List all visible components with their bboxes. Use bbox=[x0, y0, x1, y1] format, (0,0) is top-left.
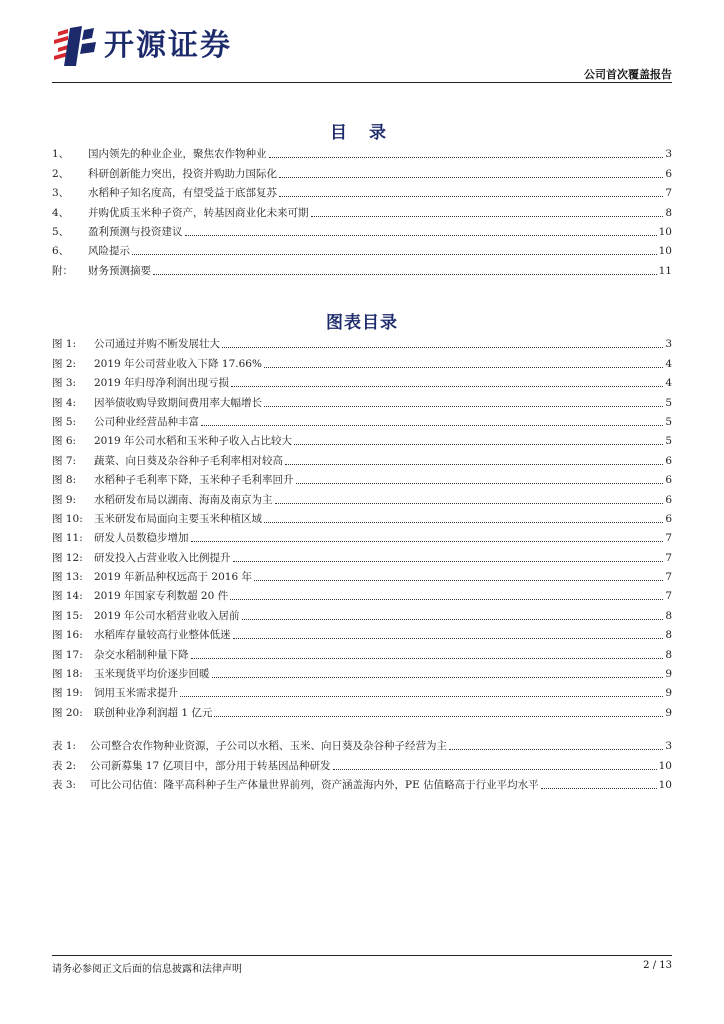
entry-number: 表 1: bbox=[52, 740, 77, 753]
entry-title: 水稻研发布局以湖南、海南及南京为主 bbox=[94, 493, 273, 506]
entry-title: 公司整合农作物种业资源，子公司以水稻、玉米、向日葵及杂谷种子经营为主 bbox=[90, 740, 447, 753]
entry-number: 图 12: bbox=[52, 551, 83, 564]
entry-number: 图 5: bbox=[52, 415, 77, 428]
entry-page: 4 bbox=[665, 377, 672, 390]
leader-dots bbox=[233, 561, 664, 562]
toc-entry[interactable] bbox=[52, 200, 672, 219]
entry-number: 1、 bbox=[52, 148, 70, 161]
entry-title: 盈利预测与投资建议 bbox=[88, 225, 183, 238]
leader-dots bbox=[264, 406, 663, 407]
entry-page: 10 bbox=[658, 759, 672, 772]
entry-page: 8 bbox=[665, 648, 672, 661]
entry-number: 图 20: bbox=[52, 706, 83, 719]
leader-dots bbox=[153, 274, 657, 275]
leader-dots bbox=[296, 483, 664, 484]
figure-entry[interactable] bbox=[52, 642, 672, 661]
entry-title: 研发投入占营业收入比例提升 bbox=[94, 551, 231, 564]
brand-logo bbox=[52, 26, 232, 66]
leader-dots bbox=[311, 216, 664, 217]
entry-number: 图 6: bbox=[52, 435, 77, 448]
entry-page: 3 bbox=[665, 740, 672, 753]
entry-page: 9 bbox=[665, 668, 672, 681]
entry-page: 10 bbox=[658, 779, 672, 792]
figure-entry[interactable] bbox=[52, 390, 672, 409]
figure-entry[interactable] bbox=[52, 584, 672, 603]
entry-number: 图 8: bbox=[52, 474, 77, 487]
entry-title: 联创种业净利润超 1 亿元 bbox=[94, 706, 213, 719]
header-divider bbox=[52, 82, 672, 83]
leader-dots bbox=[269, 157, 664, 158]
tables-list bbox=[52, 734, 672, 792]
entry-number: 图 18: bbox=[52, 668, 83, 681]
toc-entry[interactable] bbox=[52, 181, 672, 200]
table-entry[interactable] bbox=[52, 773, 672, 792]
entry-number: 图 15: bbox=[52, 609, 83, 622]
leader-dots bbox=[180, 696, 663, 697]
entry-title: 因举债收购导致期间费用率大幅增长 bbox=[94, 396, 262, 409]
figure-entry[interactable] bbox=[52, 371, 672, 390]
toc-title: 目 录 bbox=[330, 123, 394, 143]
brand-logo-icon bbox=[52, 26, 100, 66]
footer-divider bbox=[52, 955, 672, 956]
figure-entry[interactable] bbox=[52, 468, 672, 487]
leader-dots bbox=[285, 464, 663, 465]
entry-page: 3 bbox=[665, 148, 672, 161]
entry-title: 2019 年公司水稻和玉米种子收入占比较大 bbox=[94, 435, 293, 448]
report-type-label: 公司首次覆盖报告 bbox=[584, 68, 672, 81]
leader-dots bbox=[214, 716, 663, 717]
leader-dots bbox=[201, 425, 663, 426]
leader-dots bbox=[212, 677, 664, 678]
leader-dots bbox=[275, 503, 664, 504]
leader-dots bbox=[191, 541, 664, 542]
figure-entry[interactable] bbox=[52, 662, 672, 681]
entry-page: 7 bbox=[665, 590, 672, 603]
entry-number: 图 9: bbox=[52, 493, 77, 506]
table-entry[interactable] bbox=[52, 753, 672, 772]
entry-title: 水稻库存量较高行业整体低迷 bbox=[94, 629, 231, 642]
toc-entry[interactable] bbox=[52, 161, 672, 180]
leader-dots bbox=[230, 599, 663, 600]
entry-number: 4、 bbox=[52, 206, 70, 219]
leader-dots bbox=[449, 749, 663, 750]
toc-list bbox=[52, 142, 672, 278]
entry-page: 10 bbox=[658, 225, 672, 238]
figure-entry[interactable] bbox=[52, 565, 672, 584]
entry-page: 11 bbox=[658, 264, 672, 277]
entry-page: 7 bbox=[665, 551, 672, 564]
entry-title: 杂交水稻制种量下降 bbox=[94, 648, 189, 661]
leader-dots bbox=[242, 619, 664, 620]
figure-entry[interactable] bbox=[52, 526, 672, 545]
entry-number: 图 11: bbox=[52, 532, 83, 545]
leader-dots bbox=[231, 386, 663, 387]
entry-number: 图 1: bbox=[52, 338, 77, 351]
entry-page: 6 bbox=[665, 167, 672, 180]
entry-title: 水稻种子毛利率下降，玉米种子毛利率回升 bbox=[94, 474, 294, 487]
leader-dots bbox=[279, 177, 663, 178]
entry-number: 图 7: bbox=[52, 454, 77, 467]
entry-title: 公司通过并购不断发展壮大 bbox=[94, 338, 220, 351]
entry-number: 图 16: bbox=[52, 629, 83, 642]
entry-title: 蔬菜、向日葵及杂谷种子毛利率相对较高 bbox=[94, 454, 283, 467]
entry-number: 图 4: bbox=[52, 396, 77, 409]
entry-title: 公司新募集 17 亿项目中，部分用于转基因品种研发 bbox=[90, 759, 331, 772]
figure-entry[interactable] bbox=[52, 487, 672, 506]
entry-title: 饲用玉米需求提升 bbox=[94, 687, 178, 700]
leader-dots bbox=[294, 444, 663, 445]
table-entry[interactable] bbox=[52, 734, 672, 753]
entry-page: 5 bbox=[665, 396, 672, 409]
entry-number: 图 17: bbox=[52, 648, 83, 661]
figure-entry[interactable] bbox=[52, 603, 672, 622]
toc-entry[interactable] bbox=[52, 220, 672, 239]
entry-title: 2019 年公司营业收入下降 17.66% bbox=[94, 357, 262, 370]
entry-title: 2019 年公司水稻营业收入居前 bbox=[94, 609, 240, 622]
entry-number: 2、 bbox=[52, 167, 70, 180]
entry-page: 10 bbox=[658, 245, 672, 258]
figure-entry[interactable] bbox=[52, 429, 672, 448]
figure-entry[interactable] bbox=[52, 507, 672, 526]
page-number: 2 / 13 bbox=[643, 960, 672, 971]
footer-disclaimer: 请务必参阅正文后面的信息披露和法律声明 bbox=[52, 964, 242, 975]
leader-dots bbox=[233, 638, 664, 639]
figure-entry[interactable] bbox=[52, 545, 672, 564]
entry-number: 图 14: bbox=[52, 590, 83, 603]
entry-page: 7 bbox=[665, 187, 672, 200]
entry-title: 可比公司估值：隆平高科种子生产体量世界前列，资产涵盖海内外，PE 估值略高于行业平均水平 bbox=[90, 779, 539, 792]
entry-page: 8 bbox=[665, 629, 672, 642]
entry-number: 图 10: bbox=[52, 512, 83, 525]
entry-page: 5 bbox=[665, 415, 672, 428]
figure-entry[interactable] bbox=[52, 332, 672, 351]
entry-page: 6 bbox=[665, 454, 672, 467]
leader-dots bbox=[132, 254, 657, 255]
entry-number: 表 3: bbox=[52, 779, 77, 792]
entry-title: 水稻种子知名度高，有望受益于底部复苏 bbox=[88, 187, 277, 200]
leader-dots bbox=[222, 347, 663, 348]
figure-entry[interactable] bbox=[52, 681, 672, 700]
entry-title: 风险提示 bbox=[88, 245, 130, 258]
entry-page: 9 bbox=[665, 687, 672, 700]
entry-page: 6 bbox=[665, 474, 672, 487]
entry-page: 8 bbox=[665, 206, 672, 219]
brand-name: 开源证券 bbox=[104, 28, 232, 63]
entry-title: 科研创新能力突出，投资并购助力国际化 bbox=[88, 167, 277, 180]
entry-page: 4 bbox=[665, 357, 672, 370]
leader-dots bbox=[185, 235, 657, 236]
entry-page: 6 bbox=[665, 493, 672, 506]
entry-page: 7 bbox=[665, 532, 672, 545]
figure-entry[interactable] bbox=[52, 351, 672, 370]
entry-title: 并购优质玉米种子资产，转基因商业化未来可期 bbox=[88, 206, 309, 219]
entry-number: 3、 bbox=[52, 187, 70, 200]
toc-entry[interactable] bbox=[52, 239, 672, 258]
leader-dots bbox=[191, 658, 664, 659]
entry-title: 玉米研发布局面向主要玉米种植区域 bbox=[94, 512, 262, 525]
leader-dots bbox=[264, 522, 663, 523]
figures-title: 图表目录 bbox=[326, 313, 398, 333]
entry-number: 图 3: bbox=[52, 377, 77, 390]
entry-page: 8 bbox=[665, 609, 672, 622]
entry-number: 图 2: bbox=[52, 357, 77, 370]
entry-title: 公司种业经营品种丰富 bbox=[94, 415, 199, 428]
entry-number: 附： bbox=[52, 264, 73, 277]
figure-entry[interactable] bbox=[52, 700, 672, 719]
entry-title: 2019 年新品种权远高于 2016 年 bbox=[94, 571, 252, 584]
entry-page: 6 bbox=[665, 512, 672, 525]
figure-entry[interactable] bbox=[52, 410, 672, 429]
figure-entry[interactable] bbox=[52, 448, 672, 467]
toc-entry[interactable] bbox=[52, 258, 672, 277]
leader-dots bbox=[541, 788, 657, 789]
entry-number: 5、 bbox=[52, 225, 70, 238]
entry-number: 表 2: bbox=[52, 759, 77, 772]
entry-title: 2019 年国家专利数超 20 件 bbox=[94, 590, 229, 603]
leader-dots bbox=[279, 196, 663, 197]
figure-entry[interactable] bbox=[52, 623, 672, 642]
entry-number: 6、 bbox=[52, 245, 70, 258]
entry-page: 3 bbox=[665, 338, 672, 351]
entry-number: 图 19: bbox=[52, 687, 83, 700]
entry-title: 财务预测摘要 bbox=[88, 264, 151, 277]
entry-title: 玉米现货平均价逐步回暖 bbox=[94, 668, 210, 681]
leader-dots bbox=[254, 580, 663, 581]
leader-dots bbox=[333, 769, 657, 770]
entry-title: 2019 年归母净利润出现亏损 bbox=[94, 377, 230, 390]
entry-page: 9 bbox=[665, 706, 672, 719]
entry-page: 5 bbox=[665, 435, 672, 448]
entry-title: 国内领先的种业企业，聚焦农作物种业 bbox=[88, 148, 267, 161]
toc-entry[interactable] bbox=[52, 142, 672, 161]
entry-page: 7 bbox=[665, 571, 672, 584]
leader-dots bbox=[264, 367, 663, 368]
figures-list bbox=[52, 332, 672, 720]
entry-title: 研发人员数稳步增加 bbox=[94, 532, 189, 545]
entry-number: 图 13: bbox=[52, 571, 83, 584]
